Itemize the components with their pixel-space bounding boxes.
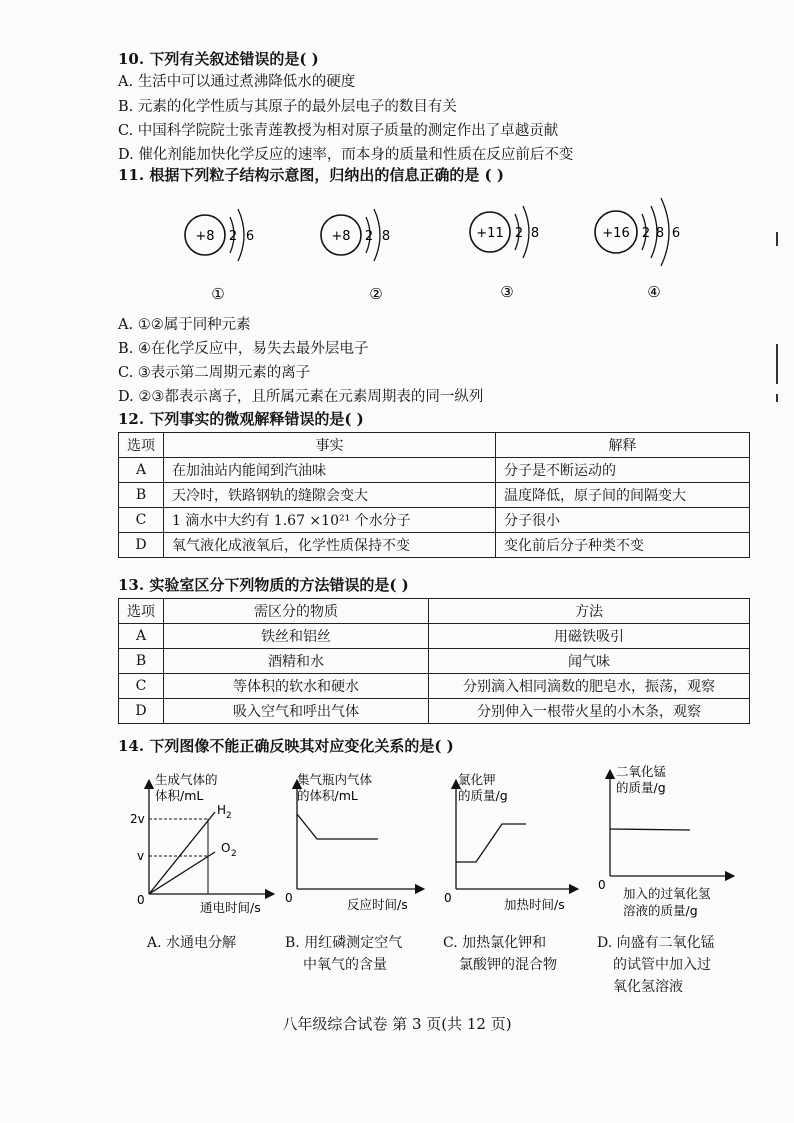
scan-mark bbox=[776, 344, 778, 384]
header-cell: 选项 bbox=[119, 599, 164, 624]
atom-structure-4 bbox=[588, 192, 708, 302]
graph-c-xlabel: 加热时间/s bbox=[504, 897, 565, 912]
caption-line: 氧化氢溶液 bbox=[613, 979, 683, 995]
table-cell: A bbox=[119, 458, 164, 483]
q12-table bbox=[118, 432, 750, 558]
atom-1-nucleus: +8 bbox=[195, 229, 215, 244]
caption-line: B. 用红磷测定空气 bbox=[285, 935, 403, 951]
table-row bbox=[119, 483, 750, 508]
caption-line: C. 加热氯化钾和 bbox=[443, 935, 547, 951]
atom-structure-3 bbox=[462, 192, 572, 302]
graph-a-ytick-v: v bbox=[137, 849, 145, 863]
header-cell: 方法 bbox=[429, 599, 750, 624]
graph-c-ylabel-2: 的质量/g bbox=[458, 788, 508, 803]
q11-option-c: C. ③表示第二周期元素的离子 bbox=[118, 365, 311, 381]
atom-3-shell-2: 8 bbox=[530, 226, 540, 241]
graph-c-caption bbox=[443, 932, 557, 976]
table-cell: B bbox=[119, 483, 164, 508]
atom-3-nucleus: +11 bbox=[476, 226, 504, 241]
graph-a-ytick-2v: 2v bbox=[130, 812, 145, 826]
atom-2-nucleus: +8 bbox=[331, 229, 351, 244]
table-header-row bbox=[119, 599, 750, 624]
table-row bbox=[119, 508, 750, 533]
graph-d-manganese-dioxide bbox=[590, 758, 750, 928]
table-cell: 1 滴水中大约有 1.67 ×10²¹ 个水分子 bbox=[164, 508, 496, 533]
atom-4-shell-1: 2 bbox=[641, 226, 651, 241]
table-cell: 氧气液化成液氧后，化学性质保持不变 bbox=[164, 533, 496, 558]
header-cell: 事实 bbox=[164, 433, 496, 458]
atom-structure-2 bbox=[314, 195, 424, 305]
table-cell: C bbox=[119, 674, 164, 699]
header-cell: 选项 bbox=[119, 433, 164, 458]
q11-option-d: D. ②③都表示离子，且所属元素在元素周期表的同一纵列 bbox=[118, 389, 484, 405]
graph-d-origin: 0 bbox=[598, 878, 606, 892]
graph-b-xlabel: 反应时间/s bbox=[347, 897, 408, 912]
graph-a-series-h2: H bbox=[217, 803, 227, 817]
atom-3-label: ③ bbox=[500, 283, 514, 301]
graph-b-phosphorus-oxygen bbox=[275, 762, 425, 922]
graph-d-caption bbox=[597, 932, 715, 998]
table-cell: 用磁铁吸引 bbox=[429, 624, 750, 649]
atom-2-shell-1: 2 bbox=[364, 229, 374, 244]
table-cell: 分别伸入一根带火星的小木条，观察 bbox=[429, 699, 750, 724]
table-cell: C bbox=[119, 508, 164, 533]
graph-c-origin: 0 bbox=[444, 891, 452, 905]
graph-a-water-electrolysis bbox=[125, 762, 275, 922]
atom-1-label: ① bbox=[211, 285, 225, 303]
atom-structure-1 bbox=[178, 195, 288, 305]
table-cell: 酒精和水 bbox=[164, 649, 429, 674]
graph-d-xlabel-1: 加入的过氧化氢 bbox=[623, 886, 711, 901]
atom-1-shell-2: 6 bbox=[245, 229, 255, 244]
q14-stem: 14. 下列图像不能正确反映其对应变化关系的是( ) bbox=[118, 737, 454, 755]
table-cell: 分子是不断运动的 bbox=[496, 458, 750, 483]
table-cell: 变化前后分子种类不变 bbox=[496, 533, 750, 558]
graph-a-series-o2: O bbox=[221, 841, 231, 855]
caption-line: 中氧气的含量 bbox=[303, 957, 387, 973]
q10-option-b: B. 元素的化学性质与其原子的最外层电子的数目有关 bbox=[118, 99, 457, 115]
graph-a-series-o2-sub: 2 bbox=[231, 849, 237, 859]
q12-stem: 12. 下列事实的微观解释错误的是( ) bbox=[118, 410, 364, 428]
table-row bbox=[119, 533, 750, 558]
table-cell: 吸入空气和呼出气体 bbox=[164, 699, 429, 724]
table-cell: 分别滴入相同滴数的肥皂水，振荡，观察 bbox=[429, 674, 750, 699]
atom-4-nucleus: +16 bbox=[602, 226, 630, 241]
q11-option-b: B. ④在化学反应中，易失去最外层电子 bbox=[118, 341, 369, 357]
atom-4-shell-3: 6 bbox=[671, 226, 681, 241]
table-cell: B bbox=[119, 649, 164, 674]
scan-mark bbox=[776, 394, 778, 402]
q10-option-c: C. 中国科学院院士张青莲教授为相对原子质量的测定作出了卓越贡献 bbox=[118, 123, 559, 139]
table-cell: A bbox=[119, 624, 164, 649]
q10-option-d: D. 催化剂能加快化学反应的速率，而本身的质量和性质在反应前后不变 bbox=[118, 147, 574, 163]
table-row bbox=[119, 624, 750, 649]
table-cell: 在加油站内能闻到汽油味 bbox=[164, 458, 496, 483]
caption-line: D. 向盛有二氧化锰 bbox=[597, 935, 715, 951]
table-row bbox=[119, 674, 750, 699]
graph-c-ylabel-1: 氯化钾 bbox=[458, 772, 496, 787]
q10-stem: 10. 下列有关叙述错误的是( ) bbox=[118, 50, 319, 68]
graph-c-potassium-chloride bbox=[432, 762, 582, 922]
q13-table bbox=[118, 598, 750, 724]
graph-a-ylabel-1: 生成气体的 bbox=[155, 772, 218, 787]
table-cell: D bbox=[119, 699, 164, 724]
graph-d-xlabel-2: 溶液的质量/g bbox=[623, 903, 698, 918]
atom-4-label: ④ bbox=[647, 283, 661, 301]
graph-b-origin: 0 bbox=[285, 891, 293, 905]
q10-option-a: A. 生活中可以通过煮沸降低水的硬度 bbox=[118, 74, 356, 90]
page-footer: 八年级综合试卷 第 3 页(共 12 页) bbox=[282, 1015, 512, 1033]
table-row bbox=[119, 699, 750, 724]
atom-2-label: ② bbox=[369, 285, 383, 303]
graph-a-xlabel: 通电时间/s bbox=[200, 900, 261, 915]
graph-a-ylabel-2: 体积/mL bbox=[155, 788, 204, 803]
scan-mark bbox=[776, 232, 778, 246]
table-header-row bbox=[119, 433, 750, 458]
q13-stem: 13. 实验室区分下列物质的方法错误的是( ) bbox=[118, 576, 409, 594]
table-cell: 天冷时，铁路钢轨的缝隙会变大 bbox=[164, 483, 496, 508]
atom-1-shell-1: 2 bbox=[228, 229, 238, 244]
graph-d-ylabel-1: 二氧化锰 bbox=[616, 764, 667, 779]
caption-line: A. 水通电分解 bbox=[147, 935, 237, 951]
header-cell: 解释 bbox=[496, 433, 750, 458]
caption-line: 氯酸钾的混合物 bbox=[459, 957, 557, 973]
table-cell: 分子很小 bbox=[496, 508, 750, 533]
caption-line: 的试管中加入过 bbox=[613, 957, 711, 973]
table-row bbox=[119, 649, 750, 674]
table-cell: 铁丝和铝丝 bbox=[164, 624, 429, 649]
table-row bbox=[119, 458, 750, 483]
q11-stem: 11. 根据下列粒子结构示意图，归纳出的信息正确的是 ( ) bbox=[118, 166, 504, 184]
atom-2-shell-2: 8 bbox=[381, 229, 391, 244]
table-cell: 等体积的软水和硬水 bbox=[164, 674, 429, 699]
graph-a-series-h2-sub: 2 bbox=[226, 811, 232, 821]
table-cell: 温度降低，原子间的间隔变大 bbox=[496, 483, 750, 508]
graph-b-ylabel-1: 集气瓶内气体 bbox=[297, 772, 373, 787]
graph-b-ylabel-2: 的体积/mL bbox=[297, 788, 358, 803]
table-cell: D bbox=[119, 533, 164, 558]
graph-a-caption bbox=[147, 932, 236, 954]
graph-d-ylabel-2: 的质量/g bbox=[616, 780, 666, 795]
graph-b-caption bbox=[285, 932, 402, 976]
table-cell: 闻气味 bbox=[429, 649, 750, 674]
atom-3-shell-1: 2 bbox=[514, 226, 524, 241]
q11-option-a: A. ①②属于同种元素 bbox=[118, 317, 251, 333]
atom-4-shell-2: 8 bbox=[655, 226, 665, 241]
header-cell: 需区分的物质 bbox=[164, 599, 429, 624]
graph-a-origin: 0 bbox=[137, 893, 145, 907]
